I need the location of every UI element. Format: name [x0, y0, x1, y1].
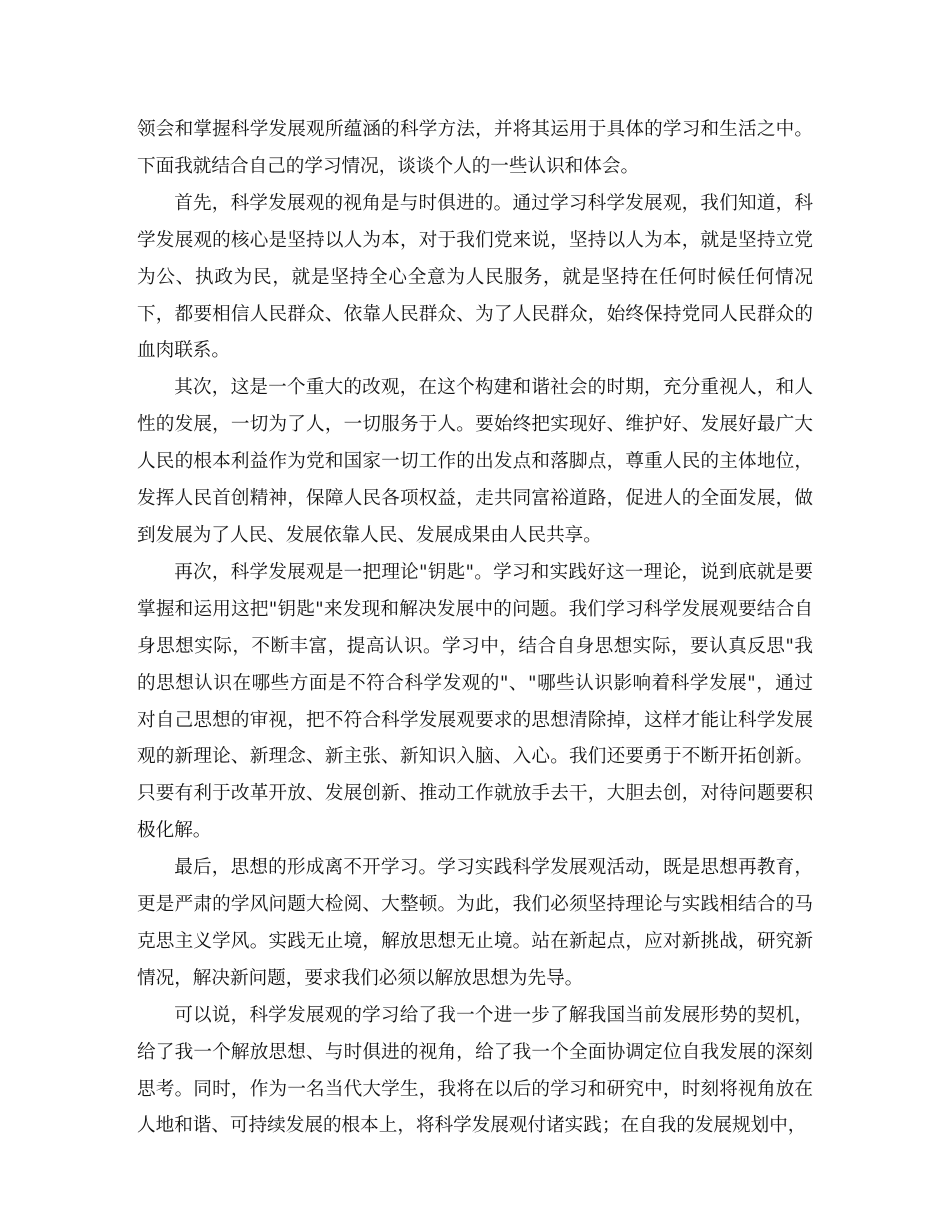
paragraph-last: 最后，思想的形成离不开学习。学习实践科学发展观活动，既是思想再教育，更是严肃的学风问题大检阅、大整顿。为此，我们必须坚持理论与实践相结合的马克思主义学风。实践无止境，解放思想无止境。站在新起点，应对新挑战，研究新情况，解决新问题，要求我们必须以解放思想为先导。 [137, 857, 813, 989]
paragraph-first: 首先，科学发展观的视角是与时俱进的。通过学习科学发展观，我们知道，科学发展观的核心是坚持以人为本，对于我们党来说，坚持以人为本，就是坚持立党为公、执政为民，就是坚持全心全意为人民服务，就是坚持在任何时候任何情况下，都要相信人民群众、依靠人民群众、为了人民群众，始终保持党同人民群众的血肉联系。 [137, 192, 813, 362]
document-body [137, 112, 813, 1145]
paragraph-second: 其次，这是一个重大的改观，在这个构建和谐社会的时期，充分重视人，和人性的发展，一切为了人，一切服务于人。要始终把实现好、维护好、发展好最广大人民的根本利益作为党和国家一切工作的出发点和落脚点，尊重人民的主体地位，发挥人民首创精神，保障人民各项权益，走共同富裕道路，促进人的全面发展，做到发展为了人民、发展依靠人民、发展成果由人民共享。 [137, 377, 813, 546]
paragraph-third: 再次，科学发展观是一把理论"钥匙"。学习和实践好这一理论，说到底就是要掌握和运用这把"钥匙"来发现和解决发展中的问题。我们学习科学发展观要结合自身思想实际，不断丰富，提高认识。学习中，结合自身思想实际，要认真反思"我的思想认识在哪些方面是不符合科学发观的"、"哪些认识影响着科学发展"，通过对自己思想的审视，把不符合科学发展观要求的思想清除掉，这样才能让科学发展观的新理论、新理念、新主张、新知识入脑、入心。我们还要勇于不断开拓创新。只要有利于改革开放、发展创新、推动工作就放手去干，大胆去创，对待问题要积极化解。 [137, 561, 813, 842]
paragraph-conclusion: 可以说，科学发展观的学习给了我一个进一步了解我国当前发展形势的契机，给了我一个解放思想、与时俱进的视角，给了我一个全面协调定位自我发展的深刻思考。同时，作为一名当代大学生，我将在以后的学习和研究中，时刻将视角放在人地和谐、可持续发展的根本上，将科学发展观付诸实践；在自我的发展规划中， [137, 1004, 813, 1137]
paragraph-intro: 领会和掌握科学发展观所蕴涵的科学方法，并将其运用于具体的学习和生活之中。下面我就结合自己的学习情况，谈谈个人的一些认识和体会。 [137, 119, 813, 177]
